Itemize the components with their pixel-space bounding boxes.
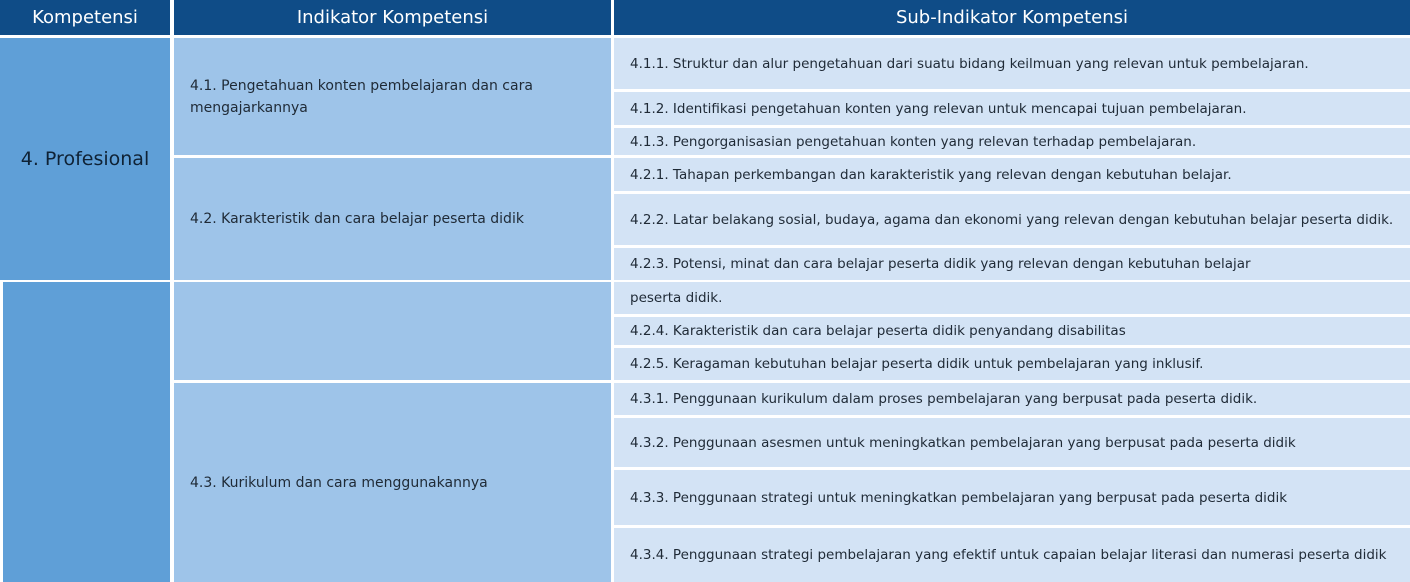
sub-indikator-text: 4.2.3. Potensi, minat dan cara belajar peserta didik yang relevan dengan kebutuhan belajar — [630, 256, 1251, 272]
indikator-cell-4-2 — [174, 158, 611, 280]
sub-indikator-cell — [614, 128, 1410, 155]
kompetensi-cell-continued — [3, 282, 170, 582]
sub-indikator-cell — [614, 383, 1410, 415]
sub-indikator-cell — [614, 528, 1410, 582]
sub-indikator-cell — [614, 348, 1410, 380]
indikator-cell-4-3 — [174, 383, 611, 582]
header-indikator: Indikator Kompetensi — [174, 0, 611, 35]
sub-indikator-cell — [614, 194, 1410, 245]
indikator-label: 4.3. Kurikulum dan cara menggunakannya — [190, 474, 488, 491]
header-sub-indikator: Sub-Indikator Kompetensi — [614, 0, 1410, 35]
sub-indikator-text: 4.2.5. Keragaman kebutuhan belajar peserta didik untuk pembelajaran yang inklusif. — [630, 356, 1204, 372]
sub-indikator-text: 4.1.2. Identifikasi pengetahuan konten yang relevan untuk mencapai tujuan pembelajaran. — [630, 100, 1247, 117]
sub-indikator-text: 4.2.4. Karakteristik dan cara belajar peserta didik penyandang disabilitas — [630, 323, 1126, 339]
sub-indikator-cell — [614, 38, 1410, 89]
sub-indikator-cell — [614, 470, 1410, 525]
sub-indikator-text: 4.3.3. Penggunaan strategi untuk meningkatkan pembelajaran yang berpusat pada peserta didik — [630, 489, 1288, 506]
sub-indikator-cell — [614, 282, 1410, 314]
sub-indikator-cell — [614, 317, 1410, 345]
header-kompetensi: Kompetensi — [0, 0, 170, 35]
sub-indikator-cell — [614, 248, 1410, 280]
sub-indikator-text: 4.2.1. Tahapan perkembangan dan karakteristik yang relevan dengan kebutuhan belajar. — [630, 166, 1232, 183]
sub-indikator-text: peserta didik. — [630, 290, 723, 306]
sub-indikator-text: 4.2.2. Latar belakang sosial, budaya, agama dan ekonomi yang relevan dengan kebutuhan belajar peserta didik. — [630, 211, 1394, 228]
sub-indikator-text: 4.1.1. Struktur dan alur pengetahuan dari suatu bidang keilmuan yang relevan untuk pembelajaran. — [630, 55, 1309, 72]
indikator-label: 4.2. Karakteristik dan cara belajar peserta didik — [190, 211, 524, 227]
sub-indikator-cell — [614, 418, 1410, 467]
sub-indikator-cell — [614, 92, 1410, 125]
indikator-cell-4-1 — [174, 38, 611, 155]
indikator-cell-4-2-continued — [174, 282, 611, 380]
indikator-label: 4.1. Pengetahuan konten pembelajaran dan cara mengajarkannya — [190, 77, 533, 116]
sub-indikator-cell — [614, 158, 1410, 191]
sub-indikator-text: 4.3.2. Penggunaan asesmen untuk meningkatkan pembelajaran yang berpusat pada peserta didik — [630, 434, 1296, 451]
kompetensi-label: 4. Profesional — [20, 148, 150, 170]
sub-indikator-text: 4.3.1. Penggunaan kurikulum dalam proses pembelajaran yang berpusat pada peserta didik. — [630, 391, 1258, 407]
sub-indikator-text: 4.3.4. Penggunaan strategi pembelajaran yang efektif untuk capaian belajar literasi dan numerasi peserta didik — [630, 547, 1387, 563]
sub-indikator-text: 4.1.3. Pengorganisasian pengetahuan konten yang relevan terhadap pembelajaran. — [630, 133, 1197, 150]
kompetensi-cell — [0, 38, 170, 280]
